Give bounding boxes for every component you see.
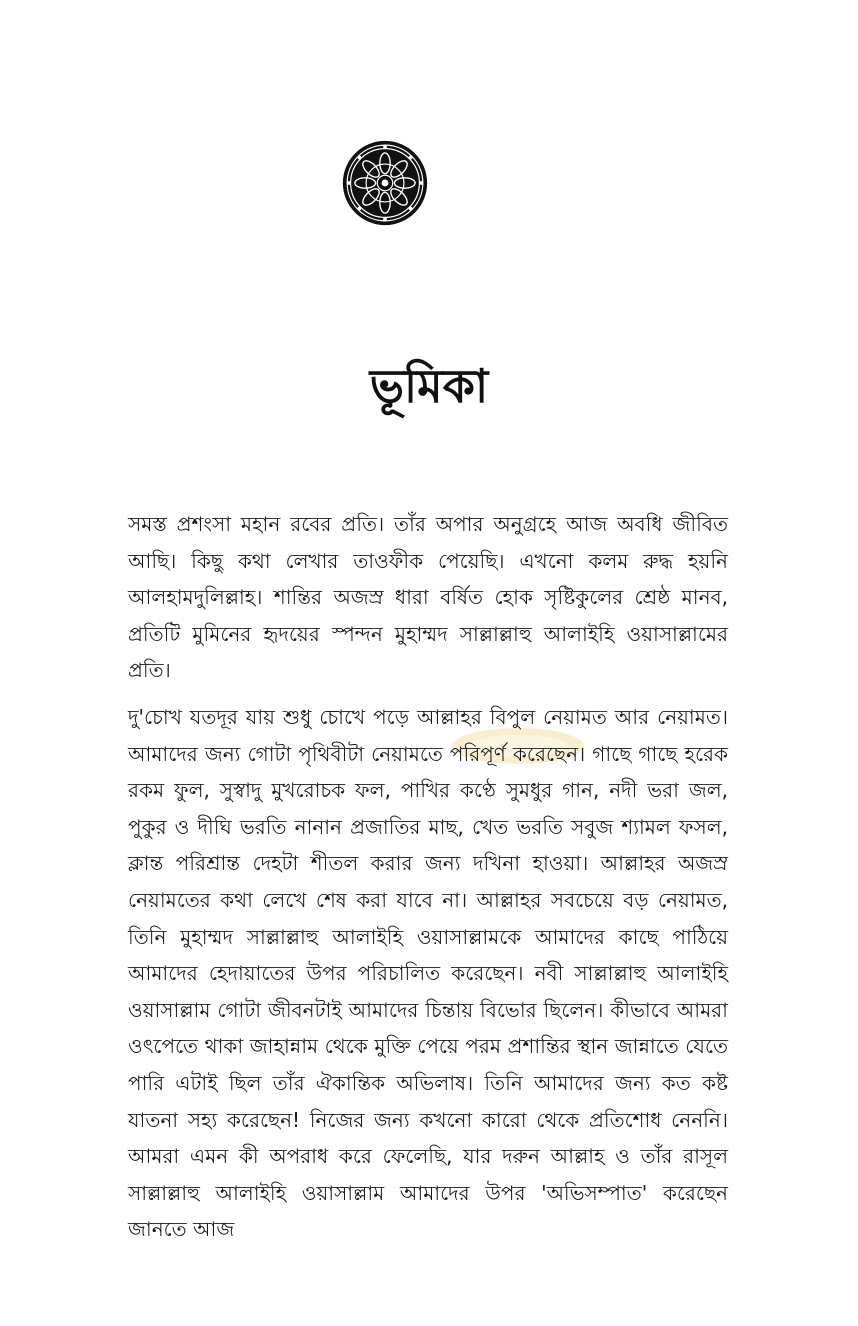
paragraph-1: সমস্ত প্রশংসা মহান রবের প্রতি। তাঁর অপার অনুগ্রহে আজ অবধি জীবিত আছি। কিছু কথা লেখার তাওফীক পেয়েছি। এখনো কলম রুদ্ধ হয়নি আলহামদুলিল্লাহ। শান্তির অজস্র ধারা বর্ষিত হোক সৃষ্টিকুলের শ্রেষ্ঠ মানব, প্রতিটি মুমিনের হৃদয়ের স্পন্দন মুহাম্মদ সাল্লাল্লাহু আলাইহি ওয়াসাল্লামের প্রতি।: [128, 512, 728, 683]
mandala-ornament-icon: [342, 140, 428, 226]
page-title: ভূমিকা: [369, 359, 489, 413]
preface-body: [128, 506, 728, 1258]
paragraph-2: দু'চোখ যতদূর যায় শুধু চোখে পড়ে আল্লাহর বিপুল নেয়ামত আর নেয়ামত। আমাদের জন্য গোটা পৃথিবীটা নেয়ামতে পরিপূর্ণ করেছেন। গাছে গাছে হরেক রকম ফুল, সুস্বাদু মুখরোচক ফল, পাখির কণ্ঠে সুমধুর গান, নদী ভরা জল, পুকুর ও দীঘি ভরতি নানান প্রজাতির মাছ, খেত ভরতি সবুজ শ্যামল ফসল, ক্লান্ত পরিশ্রান্ত দেহটা শীতল করার জন্য দখিনা হাওয়া। আল্লাহর অজস্র নেয়ামতের কথা লেখে শেষ করা যাবে না। আল্লাহর সবচেয়ে বড় নেয়ামত, তিনি মুহাম্মদ সাল্লাল্লাহু আলাইহি ওয়াসাল্লামকে আমাদের কাছে পাঠিয়ে আমাদের হেদায়াতের উপর পরিচালিত করেছেন। নবী সাল্লাল্লাহু আলাইহি ওয়াসাল্লাম গোটা জীবনটাই আমাদের চিন্তায় বিভোর ছিলেন। কীভাবে আমরা ওৎপেতে থাকা জাহান্নাম থেকে মুক্তি পেয়ে পরম প্রশান্তির স্থান জান্নাতে যেতে পারি এটাই ছিল তাঁর ঐকান্তিক অভিলাষ। তিনি আমাদের জন্য কত কষ্ট যাতনা সহ্য করেছেন! নিজের জন্য কখনো কারো থেকে প্রতিশোধ নেননি। আমরা এমন কী অপরাধ করে ফেলেছি, যার দরুন আল্লাহ ও তাঁর রাসূল সাল্লাল্লাহু আলাইহি ওয়াসাল্লাম আমাদের উপর 'অভিসম্পাত' করেছেন জানতে আজ: [128, 704, 728, 1242]
